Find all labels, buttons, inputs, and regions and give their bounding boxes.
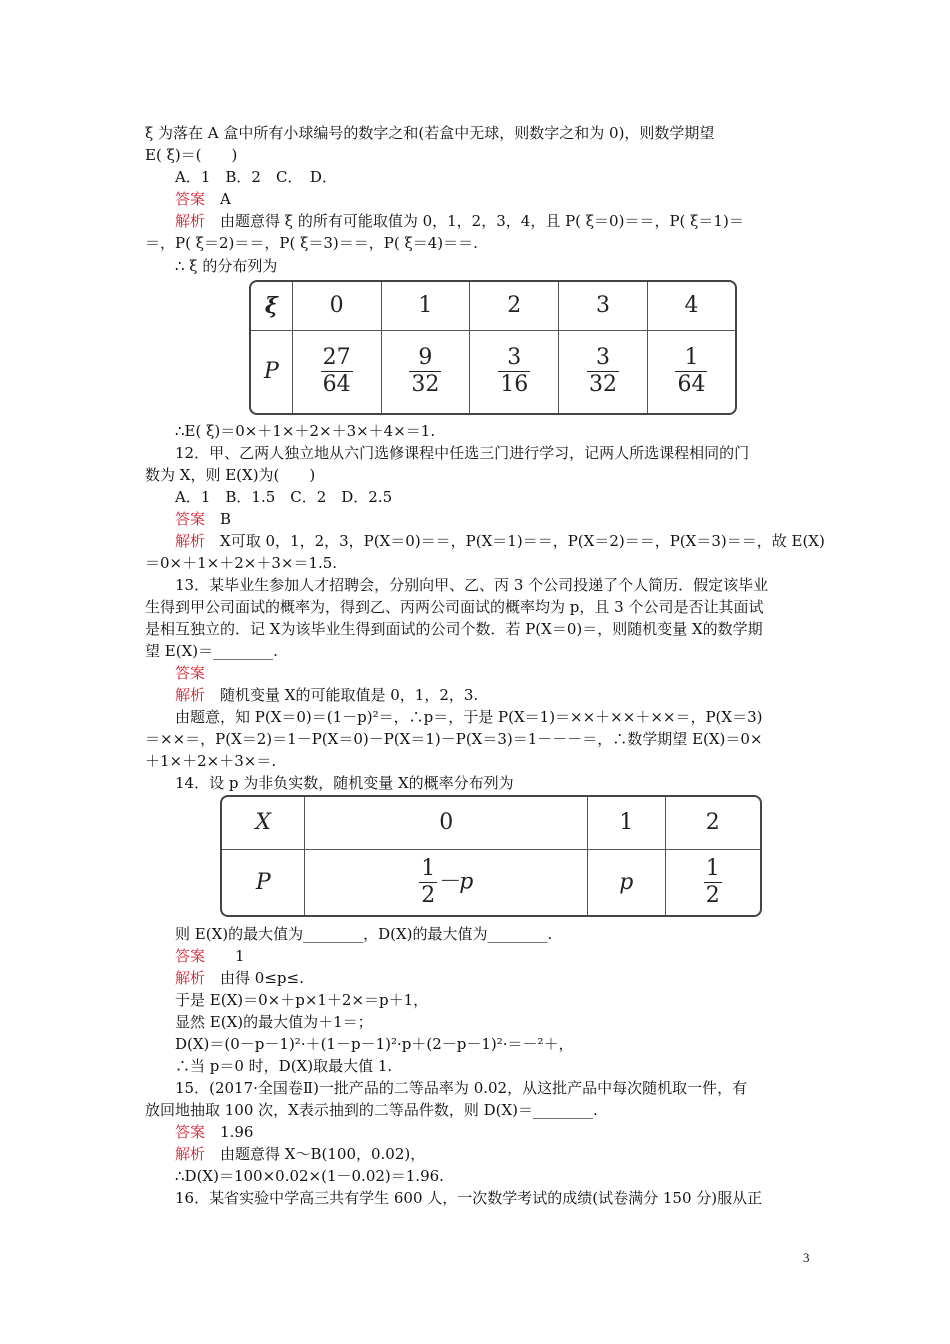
answer-value: 1.96: [220, 1123, 254, 1141]
answer-line: [175, 509, 231, 529]
text-line: ∴ ξ 的分布列为: [175, 257, 278, 275]
choices-line: A．1 B．1.5 C．2 D．2.5: [175, 488, 393, 506]
answer-label: 答案: [175, 510, 206, 528]
solution-label: 解析: [175, 1145, 206, 1163]
text-line: ＝，P( ξ＝2)＝＝，P( ξ＝3)＝＝，P( ξ＝4)＝＝.: [145, 234, 478, 252]
text-line: 数为 X，则 E(X)为( ): [145, 466, 316, 484]
answer-value: 1: [235, 947, 245, 965]
text-line: 望 E(X)＝________.: [145, 642, 278, 660]
question-14: 14．设 p 为非负实数，随机变量 X的概率分布列为: [175, 774, 514, 792]
solution-text: 随机变量 X的可能取值是 0，1，2，3.: [220, 686, 479, 704]
solution-line: [175, 968, 304, 988]
table-cell: $\frac{1}{64}$: [647, 330, 735, 413]
table-cell: $\frac{1}{2}$ －p: [305, 849, 588, 915]
solution-text: 由得 0≤p≤.: [220, 969, 304, 987]
table-cell: $\frac{3}{32}$: [559, 330, 648, 413]
solution-label: 解析: [175, 969, 206, 987]
answer-label: 答案: [175, 190, 206, 208]
table-cell: $\frac{27}{64}$: [292, 330, 381, 413]
answer-value: A: [220, 190, 231, 208]
solution-line: [175, 1144, 425, 1164]
text-line: ＋1×＋2×＋3×＝.: [145, 752, 277, 770]
table-header-cell: 2: [470, 282, 559, 330]
text-line: 显然 E(X)的最大值为＋1＝；: [175, 1013, 373, 1031]
solution-text: 由题意得 ξ 的所有可能取值为 0，1，2，3，4，且 P( ξ＝0)＝＝，P( ξ＝1)＝: [220, 212, 744, 230]
answer-label: 答案: [175, 1123, 206, 1141]
table-header-cell: 1: [381, 282, 470, 330]
answer-label: 答案: [175, 947, 206, 965]
table-header-cell: 2: [665, 797, 760, 849]
answer-line: [175, 1122, 253, 1142]
distribution-table-xi: [249, 280, 737, 415]
solution-label: 解析: [175, 532, 206, 550]
text-line: ∴D(X)＝100×0.02×(1－0.02)＝1.96.: [175, 1167, 444, 1185]
text-line: 生得到甲公司面试的概率为，得到乙、丙两公司面试的概率均为 p，且 3 个公司是否让其面试: [145, 598, 764, 616]
solution-text: 由题意得 X～B(100，0.02)，: [220, 1145, 426, 1163]
question-12: 12．甲、乙两人独立地从六门选修课程中任选三门进行学习，记两人所选课程相同的门: [175, 444, 750, 462]
table-header-cell: 4: [647, 282, 735, 330]
table-cell: $\frac{1}{2}$: [665, 849, 760, 915]
answer-value: B: [220, 510, 232, 528]
table-header-cell: X: [222, 797, 305, 849]
solution-line: [175, 685, 478, 705]
answer-label: 答案: [175, 664, 206, 682]
answer-line: [175, 663, 205, 683]
table-cell: p: [588, 849, 665, 915]
table-header-cell: ξ: [251, 282, 292, 330]
text-line: E( ξ)＝( ): [145, 146, 238, 164]
table-cell: $\frac{9}{32}$: [381, 330, 470, 413]
answer-line: [175, 189, 231, 209]
choices-line: A．1 B．2 C． D．: [175, 168, 337, 186]
question-15: 15．(2017·全国卷Ⅱ)一批产品的二等品率为 0.02，从这批产品中每次随机取一件，有: [175, 1079, 748, 1097]
text-line: ∴当 p＝0 时，D(X)取最大值 1.: [175, 1057, 393, 1075]
text-line: D(X)＝(0－p－1)²·＋(1－p－1)²·p＋(2－p－1)²·＝－²＋，: [175, 1035, 574, 1053]
answer-line: [175, 946, 245, 966]
distribution-table-x: [220, 795, 762, 917]
table-header-cell: 1: [588, 797, 665, 849]
table-header-cell: 0: [292, 282, 381, 330]
text-line: ＝××＝，P(X＝2)＝1－P(X＝0)－P(X＝1)－P(X＝3)＝1－－－＝，∴数学期望 E(X)＝0×: [145, 730, 763, 748]
text-line: 是相互独立的．记 X为该毕业生得到面试的公司个数．若 P(X＝0)＝，则随机变量 X的数学期: [145, 620, 763, 638]
text-line: ＝0×＋1×＋2×＋3×＝1.5.: [145, 554, 338, 572]
solution-line: [175, 531, 825, 551]
question-16: 16．某省实验中学高三共有学生 600 人，一次数学考试的成绩(试卷满分 150 分)服从正: [175, 1189, 763, 1207]
solution-text: X可取 0，1，2，3，P(X＝0)＝＝，P(X＝1)＝＝，P(X＝2)＝＝，P(X＝3)＝＝，故 E(X): [220, 532, 825, 550]
text-line: 放回地抽取 100 次，X表示抽到的二等品件数，则 D(X)＝________.: [145, 1101, 598, 1119]
question-13: 13．某毕业生参加人才招聘会，分别向甲、乙、丙 3 个公司投递了个人简历．假定该毕业: [175, 576, 769, 594]
text-line: 由题意，知 P(X＝0)＝(1－p)²＝，∴p＝，于是 P(X＝1)＝××＋××＋××＝，P(X＝3): [175, 708, 763, 726]
table-row-label: P: [251, 330, 292, 413]
table-row-label: P: [222, 849, 305, 915]
solution-label: 解析: [175, 686, 206, 704]
text-line: ξ 为落在 A 盒中所有小球编号的数字之和(若盒中无球，则数字之和为 0)，则数学期望: [145, 124, 715, 142]
table-cell: $\frac{3}{16}$: [470, 330, 559, 413]
page-number: 3: [803, 1250, 810, 1265]
text-line: 于是 E(X)＝0×＋p×1＋2×＝p＋1，: [175, 991, 429, 1009]
table-header-cell: 0: [305, 797, 588, 849]
table-header-cell: 3: [559, 282, 648, 330]
solution-label: 解析: [175, 212, 206, 230]
solution-line: [175, 211, 744, 231]
text-line: 则 E(X)的最大值为________，D(X)的最大值为________.: [175, 925, 553, 943]
text-line: ∴E( ξ)＝0×＋1×＋2×＋3×＋4×＝1.: [175, 422, 436, 440]
